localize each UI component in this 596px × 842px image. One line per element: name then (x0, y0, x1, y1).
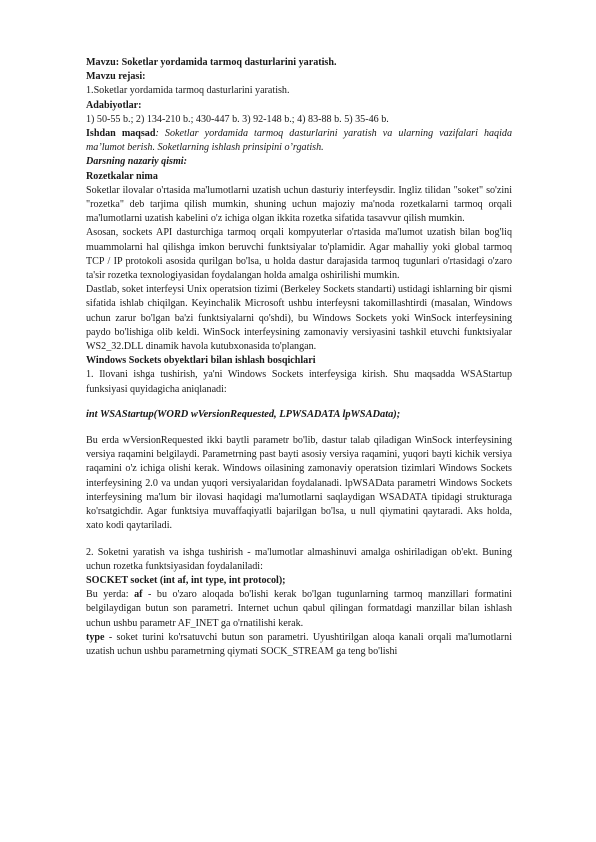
section-title-sockets: Rozetkalar nima (86, 170, 158, 182)
term-af: af (134, 589, 143, 601)
para6-text: - soket turini ko'rsatuvchi butun son parametri. Uyushtirilgan aloqa kanali orqali ma'lumotlarni uzatish uchun ushbu parametrning qiymati SOCK_STREAM ga teng bo'lishi (86, 631, 512, 657)
literature-title: Adabiyotlar: (86, 99, 142, 111)
code-socket: SOCKET socket (int af, int type, int protocol); (86, 574, 286, 586)
literature-text: 1) 50-55 b.; 2) 134-210 b.; 430-447 b. 3) 92-148 b.; 4) 83-88 b. 5) 35-46 b. (86, 113, 389, 125)
theory-title: Darsning nazariy qismi: (86, 156, 187, 168)
plan-item: 1.Soketlar yordamida tarmoq dasturlarini yaratish. (86, 85, 290, 97)
document-page (86, 56, 512, 659)
paragraph-2: Asosan, sockets API dasturchiga tarmoq orqali kompyuterlar o'rtasida ma'lumot uzatish bilan bog'liq muammolarni hal qilishga imkon beruvchi funktsiyalar to'plamidir. Agar mahalliy yoki global tarmoq TCP / IP protokoli asosida qurilgan bo'lsa, u holda dastur darajasida tarmoq tugunlari o'rtasidagi o'zaro ta'sir rozetka texnologiyasidan foydalangan holda amalga oshirilishi mumkin. (86, 227, 512, 282)
section-title-steps: Windows Sockets obyektlari bilan ishlash bosqichlari (86, 355, 316, 367)
goal-paragraph (86, 127, 512, 155)
paragraph-5 (86, 588, 512, 631)
plan-title: Mavzu rejasi: (86, 71, 146, 83)
term-type: type (86, 631, 105, 643)
para5-text: - bu o'zaro aloqada bo'lishi kerak bo'lgan tugunlarning tarmoq manzillari formatini belgilaydigan butun son parametri. Internet uchun qabul qilingan formatdagi manzillar bilan ishlash uchun ushbu parametr AF_INET ga o'rnatilishi kerak. (86, 589, 513, 629)
para5-prefix: Bu yerda: (86, 589, 135, 601)
spacer (86, 534, 512, 546)
topic-heading: Mavzu: Soketlar yordamida tarmoq dasturlarini yaratish. (86, 57, 337, 68)
goal-text: : Soketlar yordamida tarmoq dasturlarini yaratish va ularning vazifalari haqida ma’lumot berish. Soketlarning ishlash prinsipini o’rgatish. (86, 128, 512, 154)
paragraph-6 (86, 631, 512, 659)
code-wsastartup: int WSAStartup(WORD wVersionRequested, LPWSADATA lpWSAData); (86, 408, 401, 420)
paragraph-4: Bu erda wVersionRequested ikki baytli parametr bo'lib, dastur talab qiladigan WinSock interfeysining versiya raqamini belgilaydi. Parametrning past bayti asosiy versiya raqamini, yuqori bayti kichik versiya raqamini o'z ichiga olishi kerak. Windows oilasining zamonaviy operatsion tizimlari Windows Sockets interfeysining 2.0 va undan yuqori versiyalaridan foydalanadi. lpWSAData parametri Windows Sockets interfeysining ma'lum bir ilovasi haqidagi ma'lumotlarni saqlaydigan WSADATA tipidagi strukturaga ko'rsatgichdir. Agar funktsiya muvaffaqiyatli bajarilgan bo'lsa, u null qiymatini qaytaradi. Aks holda, xato kodi qaytariladi. (86, 435, 512, 532)
step-2: 2. Soketni yaratish va ishga tushirish - ma'lumotlar almashinuvi amalga oshiriladigan ob'ekt. Buning uchun rozetka funktsiyasidan foydalaniladi: (86, 546, 512, 572)
goal-label: Ishdan maqsad (86, 128, 156, 140)
paragraph-3: Dastlab, soket interfeysi Unix operatsion tizimi (Berkeley Sockets standarti) ustidagi ishlarning bir qismi sifatida ishlab chiqilgan. Keyinchalik Microsoft ushbu interfeysni takomillashtirdi (masalan, Windows uchun zarur bo'lgan ba'zi funktsiyalarni qo'shdi), bu Windows Sockets yoki WinSock interfeysining paydo bo'lishiga olib keldi. WinSock interfeysining zamonaviy versiyasini tashkil etuvchi funktsiyalar WS2_32.DLL dinamik havola kutubxonasida to'plangan. (86, 284, 512, 353)
paragraph-1: Soketlar ilovalar o'rtasida ma'lumotlarni uzatish uchun dasturiy interfeysdir. Ingliz tilidan "soket" so'zini "rozetka" deb tarjima qilish mumkin, shuning uchun majoziy ma'noda rozetkalarni tarmoq orqali ma'lumotlarni uzatish kabelini o'z ichiga olgan ikkita rozetka sifatida tasavvur qilish mumkin. (86, 184, 512, 225)
step-1: 1. Ilovani ishga tushirish, ya'ni Windows Sockets interfeysiga kirish. Shu maqsadda WSAStartup funksiyasi quyidagicha aniqlanadi: (86, 369, 512, 395)
